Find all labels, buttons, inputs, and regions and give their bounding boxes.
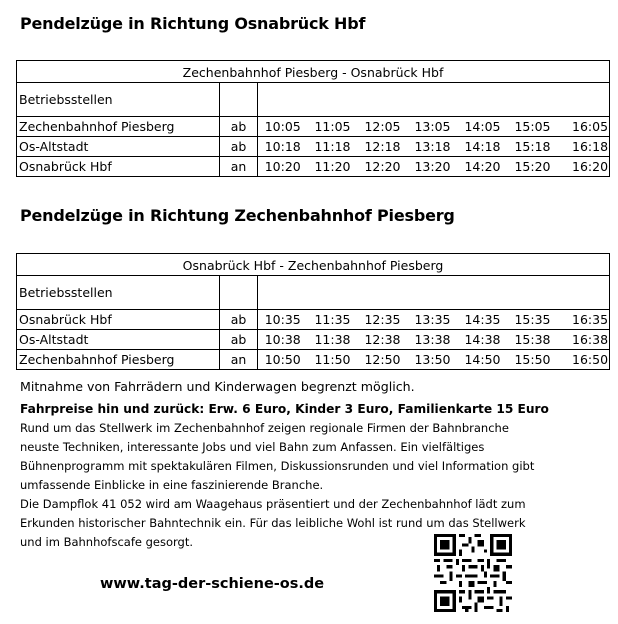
time-cell: 16:35 bbox=[558, 310, 610, 330]
time-cell: 13:20 bbox=[408, 157, 458, 177]
time-cell: 14:05 bbox=[458, 117, 508, 137]
table-row bbox=[17, 137, 610, 157]
station-name: Zechenbahnhof Piesberg bbox=[17, 350, 220, 370]
time-cell: 15:50 bbox=[508, 350, 558, 370]
time-cell: 12:20 bbox=[358, 157, 408, 177]
info-line: Die Dampflok 41 052 wird am Waagehaus präsentiert und der Zechenbahnhof lädt zum bbox=[20, 497, 526, 511]
info-line: Erkunden historischer Bahntechnik ein. Für das leibliche Wohl ist rund um das Stellwerk bbox=[20, 516, 526, 530]
bike-note: Mitnahme von Fahrrädern und Kinderwagen begrenzt möglich. bbox=[20, 379, 415, 394]
info-line: und im Bahnhofscafe gesorgt. bbox=[20, 535, 194, 549]
time-cell: 10:38 bbox=[258, 330, 308, 350]
time-cell: 16:50 bbox=[558, 350, 610, 370]
info-line: neuste Techniken, interessante Jobs und viel Bahn zum Anfassen. Ein vielfältiges bbox=[20, 440, 485, 454]
time-cell: 16:05 bbox=[558, 117, 610, 137]
time-cell: 10:50 bbox=[258, 350, 308, 370]
direction: ab bbox=[220, 330, 258, 350]
qr-code-icon[interactable] bbox=[432, 534, 514, 612]
column-header-betriebsstellen: Betriebsstellen bbox=[17, 83, 220, 117]
station-name: Osnabrück Hbf bbox=[17, 157, 220, 177]
table-row bbox=[17, 350, 610, 370]
direction: an bbox=[220, 157, 258, 177]
time-cell: 13:38 bbox=[408, 330, 458, 350]
time-cell: 11:18 bbox=[308, 137, 358, 157]
direction: ab bbox=[220, 137, 258, 157]
station-name: Zechenbahnhof Piesberg bbox=[17, 117, 220, 137]
route-title: Osnabrück Hbf - Zechenbahnhof Piesberg bbox=[17, 254, 610, 276]
fares-note: Fahrpreise hin und zurück: Erw. 6 Euro, Kinder 3 Euro, Familienkarte 15 Euro bbox=[20, 402, 549, 416]
table-row bbox=[17, 117, 610, 137]
website-link[interactable]: www.tag-der-schiene-os.de bbox=[100, 576, 325, 592]
time-cell: 11:20 bbox=[308, 157, 358, 177]
time-cell: 16:38 bbox=[558, 330, 610, 350]
time-cell: 16:18 bbox=[558, 137, 610, 157]
time-cell: 13:35 bbox=[408, 310, 458, 330]
time-cell: 12:05 bbox=[358, 117, 408, 137]
table-row bbox=[17, 310, 610, 330]
time-cell: 11:05 bbox=[308, 117, 358, 137]
route-title: Zechenbahnhof Piesberg - Osnabrück Hbf bbox=[17, 61, 610, 83]
time-cell: 16:20 bbox=[558, 157, 610, 177]
station-name: Os-Altstadt bbox=[17, 330, 220, 350]
section-heading-piesberg: Pendelzüge in Richtung Zechenbahnhof Piesberg bbox=[20, 206, 455, 225]
time-cell: 13:05 bbox=[408, 117, 458, 137]
timetable-to-piesberg bbox=[16, 253, 610, 370]
time-cell: 14:20 bbox=[458, 157, 508, 177]
time-cell: 15:38 bbox=[508, 330, 558, 350]
station-name: Osnabrück Hbf bbox=[17, 310, 220, 330]
time-cell: 10:35 bbox=[258, 310, 308, 330]
time-cell: 12:38 bbox=[358, 330, 408, 350]
time-cell: 13:50 bbox=[408, 350, 458, 370]
direction: an bbox=[220, 350, 258, 370]
table-row bbox=[17, 157, 610, 177]
info-line: Bühnenprogramm mit spektakulären Filmen, Diskussionsrunden und viel Information gibt bbox=[20, 459, 535, 473]
time-cell: 11:50 bbox=[308, 350, 358, 370]
table-row bbox=[17, 330, 610, 350]
section-heading-osnabrueck: Pendelzüge in Richtung Osnabrück Hbf bbox=[20, 14, 366, 33]
time-cell: 14:38 bbox=[458, 330, 508, 350]
time-cell: 14:35 bbox=[458, 310, 508, 330]
time-cell: 15:18 bbox=[508, 137, 558, 157]
time-cell: 14:50 bbox=[458, 350, 508, 370]
time-cell: 11:38 bbox=[308, 330, 358, 350]
time-cell: 10:18 bbox=[258, 137, 308, 157]
info-line: Rund um das Stellwerk im Zechenbahnhof zeigen regionale Firmen der Bahnbranche bbox=[20, 421, 509, 435]
time-cell: 15:05 bbox=[508, 117, 558, 137]
time-cell: 10:05 bbox=[258, 117, 308, 137]
time-cell: 12:35 bbox=[358, 310, 408, 330]
station-name: Os-Altstadt bbox=[17, 137, 220, 157]
time-cell: 10:20 bbox=[258, 157, 308, 177]
time-cell: 15:35 bbox=[508, 310, 558, 330]
info-line: umfassende Einblicke in eine faszinierende Branche. bbox=[20, 478, 324, 492]
time-cell: 15:20 bbox=[508, 157, 558, 177]
direction: ab bbox=[220, 310, 258, 330]
time-cell: 12:18 bbox=[358, 137, 408, 157]
time-cell: 12:50 bbox=[358, 350, 408, 370]
direction: ab bbox=[220, 117, 258, 137]
time-cell: 11:35 bbox=[308, 310, 358, 330]
timetable-to-osnabrueck bbox=[16, 60, 610, 177]
time-cell: 13:18 bbox=[408, 137, 458, 157]
time-cell: 14:18 bbox=[458, 137, 508, 157]
column-header-betriebsstellen: Betriebsstellen bbox=[17, 276, 220, 310]
